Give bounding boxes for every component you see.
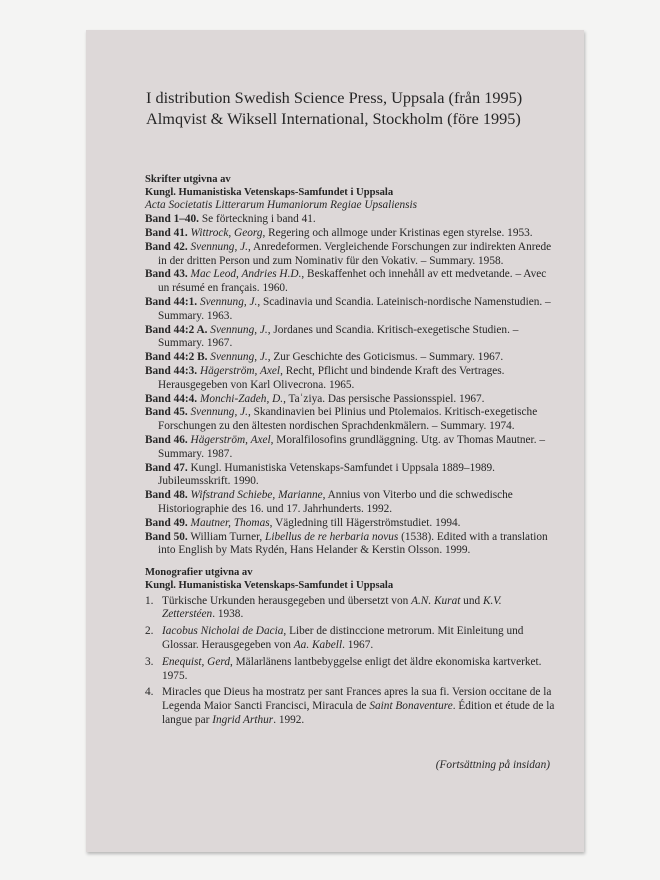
monograph-text: und — [460, 594, 483, 607]
monograph-text: , Mälarlänens lantbebyggelse enligt det äldre ekonomiska kartverket. 1975. — [162, 655, 542, 682]
monograph-item — [145, 625, 557, 653]
band-entry — [145, 241, 557, 269]
band-author: Hägerström, Axel — [190, 433, 271, 446]
band-entry — [145, 296, 557, 324]
monograph-item — [145, 656, 557, 684]
monografier-section — [145, 566, 557, 728]
publication-list — [145, 173, 557, 731]
band-label: Band 44:2 A. — [145, 323, 208, 336]
band-entry — [145, 517, 557, 531]
monograph-list — [145, 595, 557, 728]
band-entry — [145, 406, 557, 434]
continuation-note: (Fortsättning på insidan) — [435, 759, 550, 771]
band-label: Band 44:2 B. — [145, 351, 208, 364]
band-text: William Turner, — [187, 530, 266, 543]
band-author: Monchi-Zadeh, D. — [199, 392, 284, 405]
band-text: , Beskaffenhet och innehåll av ett medvetande. – Avec un résumé en français. 1960. — [158, 268, 547, 295]
band-label: Band 44:3. — [145, 364, 198, 377]
monograph-number: 3. — [145, 655, 154, 668]
book-back-cover — [86, 30, 584, 852]
band-author: Wittrock, Georg — [190, 227, 263, 239]
band-text: , Taʿziya. Das persische Passionsspiel. 1967. — [283, 392, 485, 405]
skrifter-heading-2: Kungl. Humanistiska Vetenskaps-Samfundet i Uppsala — [145, 187, 394, 199]
band-entry — [145, 268, 557, 296]
band-text: Kungl. Humanistiska Vetenskaps-Samfundet i Uppsala 1889–1989. Jubileumsskrift. 1990. — [158, 461, 495, 488]
monograph-text: . 1992. — [273, 713, 305, 726]
monograph-text: Türkische Urkunden herausgegeben und übersetzt von — [162, 594, 412, 607]
monograph-number: 4. — [145, 686, 154, 699]
distribution-header — [146, 87, 566, 129]
band-text: , Annius von Viterbo und die schwedische Historiographie des 16. und 17. Jahrhunderts. 1992. — [158, 489, 513, 515]
monograph-italic: Saint Bonaventure — [369, 700, 453, 713]
monograph-text: . Édition et étude de la langue par — [162, 700, 555, 726]
band-label: Band 43. — [145, 268, 188, 281]
band-label: Band 44:1. — [145, 295, 198, 308]
skrifter-heading-1: Skrifter utgivna av — [145, 174, 231, 185]
band-text: , Anredeformen. Vergleichende Forschungen zur indirekten Anrede in der dritten Person und zum Nominativ für den Vokativ. – Summary. 1958. — [158, 240, 552, 267]
band-entry — [145, 324, 557, 352]
band-entry — [145, 489, 557, 517]
band-text: , Vägledning till Hägerströmstudiet. 1994. — [269, 516, 461, 529]
band-label: Band 45. — [145, 406, 188, 419]
band-label: Band 42. — [145, 240, 188, 253]
band-text: , Moralfilosofins grundläggning. Utg. av Thomas Mautner. – Summary. 1987. — [158, 433, 545, 460]
band-label: Band 48. — [145, 489, 188, 502]
band-entry — [145, 531, 557, 559]
band-label: Band 46. — [145, 433, 188, 446]
monograph-text: . 1967. — [342, 638, 374, 651]
band-list — [145, 213, 557, 558]
band-text: Se förteckning i band 41. — [199, 213, 316, 226]
band-entry — [145, 365, 557, 393]
monograph-item — [145, 595, 557, 623]
band-entry — [145, 434, 557, 462]
band-label: Band 1–40. — [145, 213, 199, 226]
band-entry — [145, 462, 557, 490]
band-text: , Jordanes und Scandia. Kritisch-exegetische Studien. – Summary. 1967. — [158, 323, 519, 350]
monograph-item — [145, 686, 557, 727]
monograph-italic: K.V. Zetterstéen — [162, 594, 502, 621]
distribution-line-1: I distribution Swedish Science Press, Uppsala (från 1995) — [146, 88, 523, 107]
monograph-italic: A.N. Kurat — [411, 594, 461, 607]
band-author: Svennung, J. — [210, 351, 268, 364]
band-title-italic: Libellus de re herbaria novus — [265, 530, 399, 543]
monograph-italic: Iacobus Nicholai de Dacia — [162, 625, 284, 638]
band-label: Band 41. — [145, 227, 188, 239]
monograph-text: . 1938. — [212, 608, 244, 621]
band-text: , Recht, Pflicht und bindende Kraft des Vertrages. Herausgegeben von Karl Olivecrona. 1965. — [158, 364, 505, 391]
band-text-continued: (1538). Edited with a translation into English by Mats Rydén, Hans Helander & Kerstin Olsson. 1999. — [158, 530, 548, 557]
monografier-heading-1: Monografier utgivna av — [145, 567, 253, 579]
band-label: Band 44:4. — [145, 392, 198, 405]
monograph-number: 1. — [145, 594, 154, 607]
band-author: Mautner, Thomas — [190, 516, 270, 529]
band-text: , Zur Geschichte des Goticismus. – Summary. 1967. — [267, 351, 504, 364]
band-author: Wifstrand Schiebe, Marianne — [190, 489, 323, 502]
band-author: Mac Leod, Andries H.D. — [190, 268, 302, 281]
monograph-text: , Liber de distinccione metrorum. Mit Einleitung und Glossar. Herausgegeben von — [162, 625, 524, 651]
band-text: , Skandinavien bei Plinius und Ptolemaios. Kritisch-exegetische Forschungen zu den ältesten nordischen Sprachdenkmälern. – Summary. 1974. — [158, 406, 538, 433]
monografier-heading-2: Kungl. Humanistiska Vetenskaps-Samfundet i Uppsala — [145, 580, 394, 592]
band-text: , Regering och allmoge under Kristinas egen styrelse. 1953. — [262, 227, 533, 239]
band-author: Svennung, J. — [190, 240, 248, 253]
band-text: , Scadinavia und Scandia. Lateinisch-nordische Namenstudien. – Summary. 1963. — [158, 295, 551, 322]
series-subtitle: Acta Societatis Litterarum Humaniorum Regiae Upsaliensis — [145, 199, 418, 212]
band-author: Svennung, J. — [210, 323, 268, 336]
band-entry — [145, 227, 557, 241]
band-label: Band 50. — [145, 530, 188, 543]
band-author: Hägerström, Axel — [199, 364, 281, 377]
monograph-italic: Aa. Kabell — [293, 638, 343, 651]
band-author: Svennung, J. — [199, 295, 258, 308]
band-author: Svennung, J. — [190, 406, 248, 419]
monograph-italic: Ingrid Arthur — [212, 713, 274, 726]
band-label: Band 47. — [145, 461, 188, 474]
monograph-text: Miracles que Dieus ha mostratz per sant Frances apres la sua fi. Version occitane de la Legenda Maior Sancti Francisci, Miracula de — [162, 686, 552, 713]
monograph-number: 2. — [145, 625, 154, 638]
band-entry — [145, 393, 557, 407]
monograph-italic: Enequist, Gerd — [162, 655, 230, 668]
distribution-line-2: Almqvist & Wiksell International, Stockholm (före 1995) — [146, 109, 521, 128]
band-label: Band 49. — [145, 516, 188, 529]
band-entry — [145, 213, 557, 227]
band-entry — [145, 351, 557, 365]
